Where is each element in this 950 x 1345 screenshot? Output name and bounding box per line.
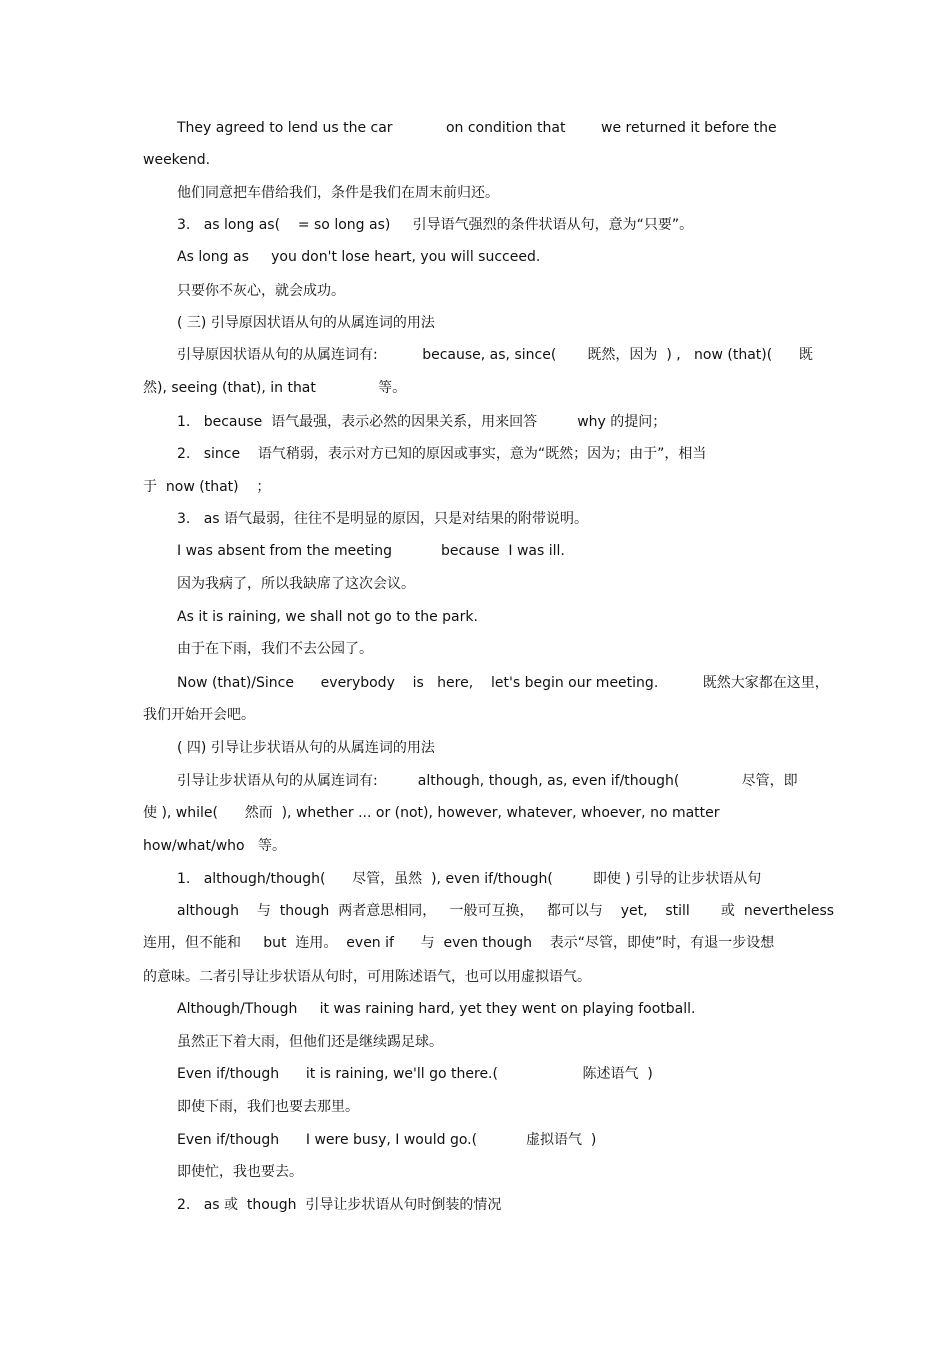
text-line: Although/Though it was raining hard, yet they went on playing football.	[177, 1001, 696, 1017]
text-line: 虽然正下着大雨，但他们还是继续踢足球。	[177, 1034, 443, 1050]
text-line: 3. as long as( = so long as) 引导语气强烈的条件状语从句，意为“只要”。	[177, 217, 694, 233]
text-line: As it is raining, we shall not go to the park.	[177, 609, 478, 625]
text-line: Even if/though I were busy, I would go.( 虚拟语气 )	[177, 1132, 597, 1148]
text-line: 只要你不灰心，就会成功。	[177, 283, 345, 299]
text-line: 1. because 语气最强，表示必然的因果关系，用来回答 why 的提问；	[177, 414, 667, 430]
text-line: although 与 though 两者意思相同， 一般可互换， 都可以与 yet, still 或 nevertheless	[177, 903, 835, 919]
text-line: They agreed to lend us the car on condition that we returned it before the	[177, 120, 777, 136]
text-line: 他们同意把车借给我们，条件是我们在周末前归还。	[177, 185, 499, 201]
text-line: Even if/though it is raining, we'll go there.( 陈述语气 )	[177, 1066, 653, 1082]
text-line: 2. since 语气稍弱，表示对方已知的原因或事实，意为“既然；因为；由于”，相当	[177, 446, 707, 462]
text-line: 使 ), while( 然而 ), whether ... or (not), however, whatever, whoever, no matter	[143, 805, 720, 821]
text-line: 3. as 语气最弱，往往不是明显的原因，只是对结果的附带说明。	[177, 511, 589, 527]
text-line: 于 now (that) ；	[143, 479, 271, 495]
text-line: 因为我病了，所以我缺席了这次会议。	[177, 576, 415, 592]
text-line: 2. as 或 though 引导让步状语从句时倒装的情况	[177, 1197, 502, 1213]
text-line: I was absent from the meeting because I was ill.	[177, 543, 565, 559]
text-line: 我们开始开会吧。	[143, 707, 255, 723]
text-line: Now (that)/Since everybody is here, let's begin our meeting. 既然大家都在这里，	[177, 675, 829, 691]
section-heading: ( 四) 引导让步状语从句的从属连词的用法	[177, 740, 435, 756]
text-line: As long as you don't lose heart, you will succeed.	[177, 249, 541, 265]
text-line: 1. although/though( 尽管，虽然 ), even if/though( 即使 ) 引导的让步状语从句	[177, 871, 762, 887]
text-line: 引导让步状语从句的从属连词有: although, though, as, even if/though( 尽管，即	[177, 773, 798, 789]
text-line: how/what/who 等。	[143, 838, 286, 854]
text-line: weekend.	[143, 152, 211, 168]
text-line: 即使下雨，我们也要去那里。	[177, 1099, 359, 1115]
text-line: 然), seeing (that), in that 等。	[143, 380, 407, 396]
text-line: 连用，但不能和 but 连用。 even if 与 even though 表示“尽管，即使”时，有退一步设想	[143, 935, 775, 951]
text-line: 的意味。二者引导让步状语从句时，可用陈述语气，也可以用虚拟语气。	[143, 969, 591, 985]
text-line: 即使忙，我也要去。	[177, 1164, 303, 1180]
text-line: 由于在下雨，我们不去公园了。	[177, 641, 373, 657]
section-heading: ( 三) 引导原因状语从句的从属连词的用法	[177, 315, 435, 331]
text-line: 引导原因状语从句的从属连词有: because, as, since( 既然，因为 ) , now (that)( 既	[177, 347, 813, 363]
